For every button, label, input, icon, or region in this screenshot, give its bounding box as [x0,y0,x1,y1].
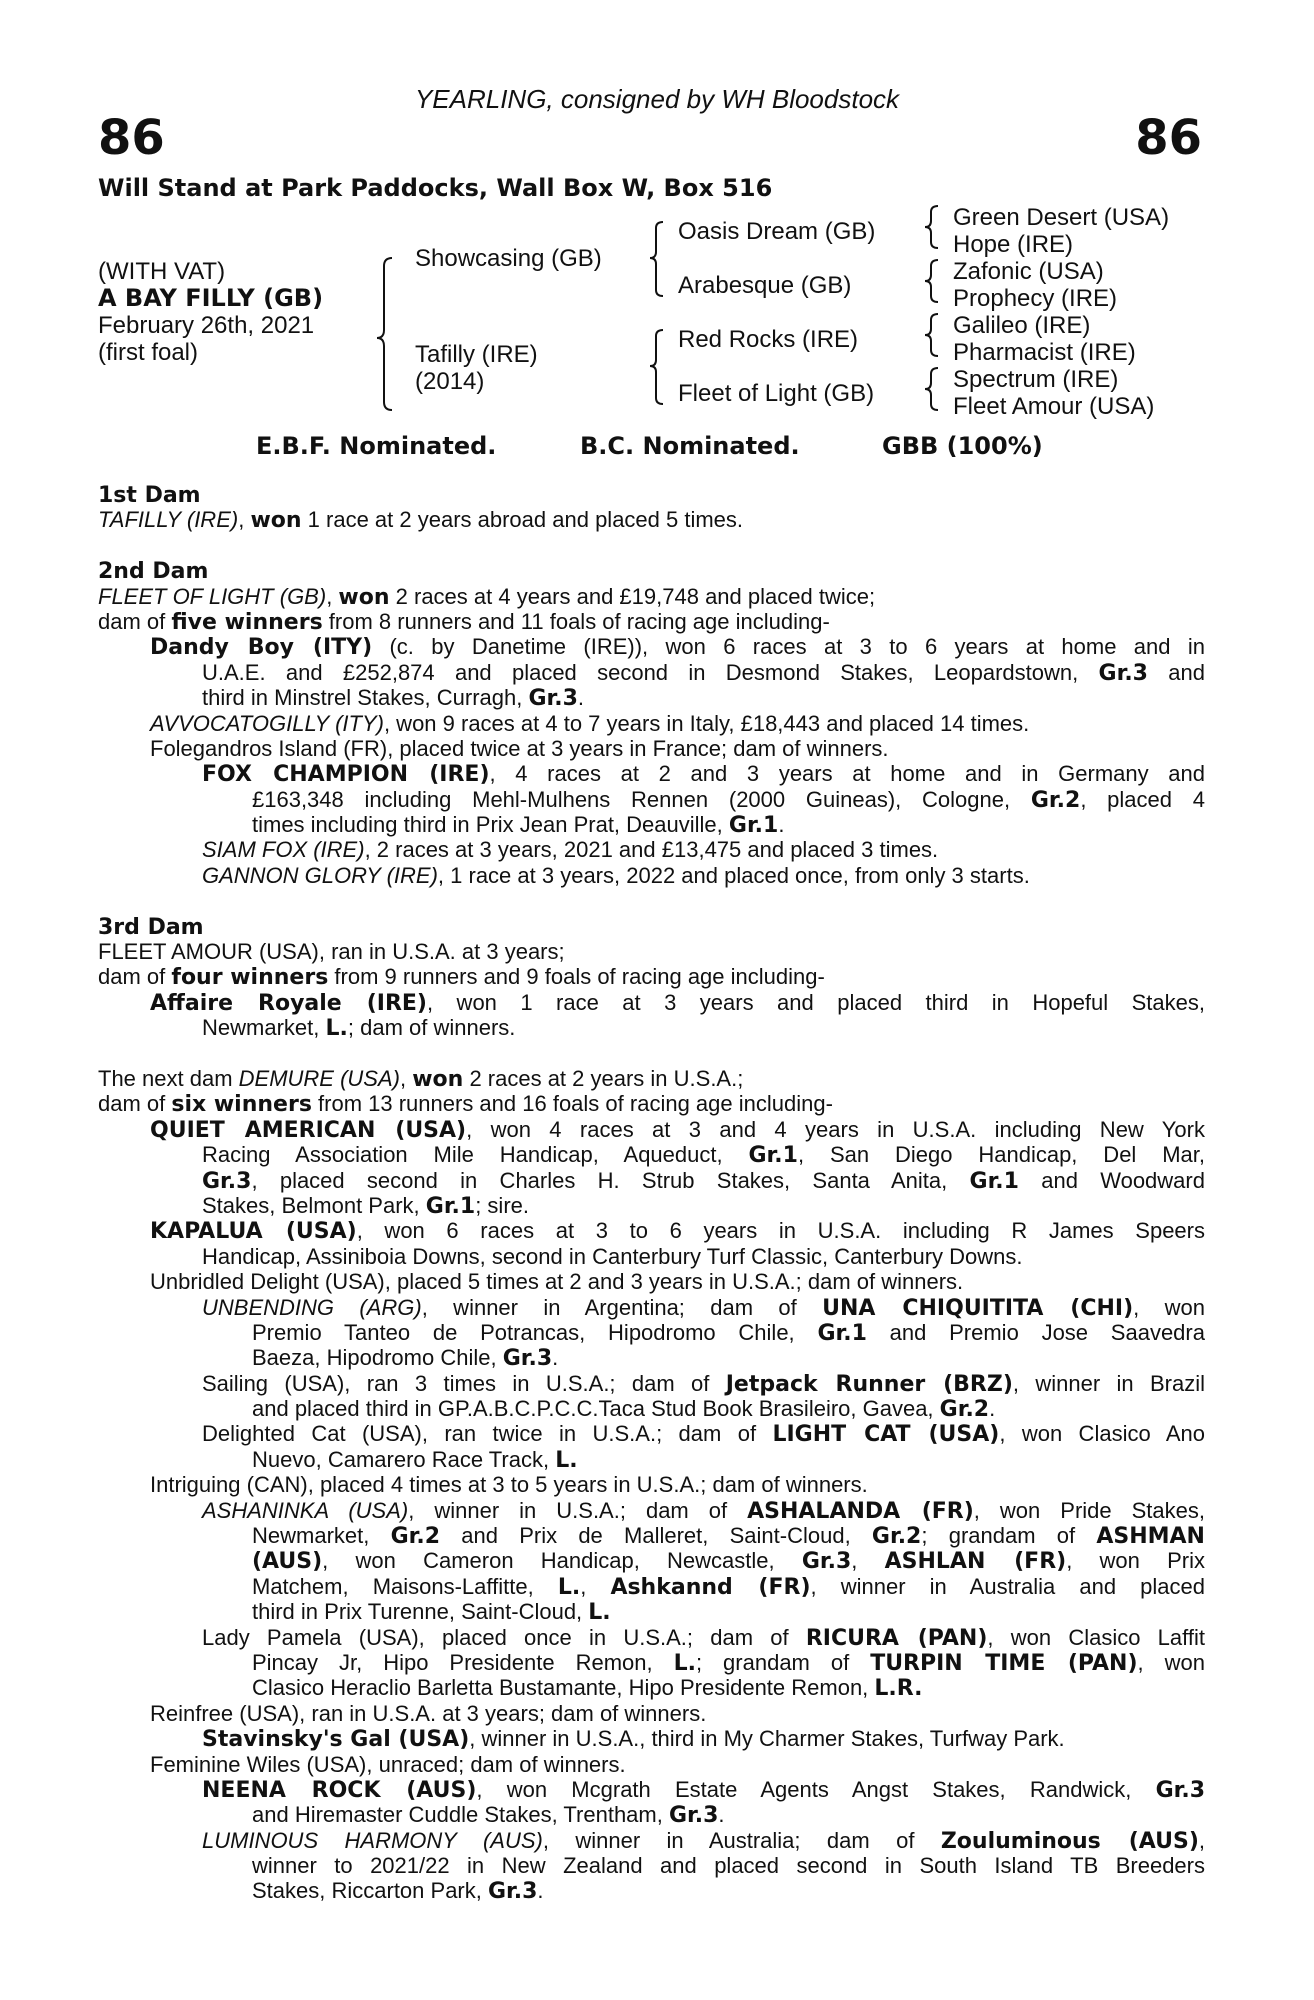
line-text: Racing Association Mile Handicap, Aqueduct, [202,1142,749,1168]
line-text: Lady Pamela (USA), placed once in U.S.A.; dam of [202,1624,806,1650]
bold-text: six winners [171,1092,312,1118]
bold-text: L. [557,1574,581,1600]
pedigree-line [98,1625,1205,1650]
line-text: Baeza, Hipodromo Chile, [252,1345,503,1371]
line-text: Pincay Jr, Hipo Presidente Remon, [252,1649,674,1675]
pedigree-line [98,1447,1205,1472]
line-text: , won Prix [1066,1548,1206,1574]
pedigree-line [98,1802,1205,1827]
sire-name: Showcasing (GB) [415,245,602,272]
line-text: , [326,583,339,609]
lot-horse-name: A BAY FILLY (GB) [98,284,324,312]
pedigree-line [98,507,1205,532]
lot-number-right: 86 [1135,110,1202,166]
line-text: from 13 runners and 16 foals of racing age including- [311,1091,833,1117]
italic-name: SIAM FOX (IRE) [202,837,365,863]
bold-text: Gr.3 [668,1803,719,1829]
line-text: third in Prix Turenne, Saint-Cloud, [252,1599,589,1625]
line-text: , won [1133,1294,1205,1320]
vat-note: (WITH VAT) [98,258,226,285]
line-text: , winner in Brazil [1012,1370,1205,1396]
line-text: third in Minstrel Stakes, Curragh, [202,685,529,711]
bold-text: won [250,508,302,534]
line-text: . [552,1345,559,1371]
section-heading: 2nd Dam [98,559,209,585]
italic-name: ASHANINKA (USA) [202,1497,409,1523]
line-text: , won Cameron Handicap, Newcastle, [322,1548,802,1574]
pedigree-line [98,1066,1205,1091]
section-heading: 3rd Dam [98,914,204,940]
pedigree-line [98,1752,1205,1777]
foal-note: (first foal) [98,339,199,366]
pedigree-line [98,939,1205,964]
italic-name: TAFILLY (IRE) [98,507,239,533]
bold-text: ASHMAN [1096,1524,1205,1550]
pedigree-line [98,1371,1205,1396]
pedigree-line [98,1015,1205,1040]
line-text: from 8 runners and 11 foals of racing age including- [322,608,830,634]
pedigree-line [98,990,1205,1015]
line-text: , winner in U.S.A., third in My Charmer Stakes, Turfway Park. [469,1726,1065,1752]
pedigree-line [98,1320,1205,1345]
line-text: , [1198,1827,1205,1853]
bold-text: four winners [171,965,329,991]
line-text: and [1147,659,1205,685]
line-text: . [778,812,785,838]
sire-sire-dam: Hope (IRE) [953,231,1074,258]
bold-text: Zouluminous (AUS) [940,1828,1199,1854]
bold-text: LIGHT CAT (USA) [772,1422,1000,1448]
pedigree-line [98,1142,1205,1167]
line-text: , winner in Australia; dam of [542,1827,941,1853]
line-text: , won 1 race at 3 years and placed third in Hopeful Stakes, [426,989,1205,1015]
bold-text: L. [673,1650,696,1676]
pedigree-line [98,1091,1205,1116]
bold-text: RICURA (PAN) [805,1625,988,1651]
bold-text: (AUS) [252,1549,323,1575]
bold-text: TURPIN TIME (PAN) [870,1650,1138,1676]
pedigree-line [98,914,1205,939]
line-text: 2 races at 4 years and £19,748 and placed twice; [389,583,876,609]
line-text: Stakes, Riccarton Park, [252,1878,488,1904]
line-text: Nuevo, Camarero Race Track, [252,1446,556,1472]
line-text: and Hiremaster Cuddle Stakes, Trentham, [252,1802,669,1828]
bold-text: QUIET AMERICAN (USA) [150,1117,467,1143]
bold-text: Stavinsky's Gal (USA) [202,1727,470,1753]
italic-name: GANNON GLORY (IRE) [202,862,438,888]
line-text: , winner in Australia and placed [810,1573,1206,1599]
line-text: . [577,685,585,711]
pedigree-line [98,685,1205,710]
bold-text: Gr.1 [969,1168,1019,1194]
bold-text: Ashkannd (FR) [610,1574,811,1600]
line-text: Sailing (USA), ran 3 times in U.S.A.; dam of [202,1370,726,1396]
line-text: ; grandam of [695,1649,871,1675]
pedigree-line [98,634,1205,659]
line-text: Clasico Heraclio Barletta Bustamante, Hipo Presidente Remon, [252,1675,875,1701]
dam-year: (2014) [415,368,485,395]
pedigree-line [98,1701,1205,1726]
dam-name: Tafilly (IRE) [415,341,538,368]
pedigree-line [98,1599,1205,1624]
pedigree-line [98,1777,1205,1802]
bold-text: Gr.3 [487,1879,538,1905]
pedigree-line [98,1498,1205,1523]
bold-text: ASHLAN (FR) [884,1549,1067,1575]
line-text: , won [1137,1649,1205,1675]
line-text: Handicap, Assiniboia Downs, second in Canterbury Turf Classic, Canterbury Downs. [202,1243,1023,1269]
pedigree-line [98,1421,1205,1446]
line-text: ; dam of winners. [347,1015,516,1041]
pedigree-line [98,1345,1205,1370]
stand-location: Will Stand at Park Paddocks, Wall Box W, Box 516 [98,174,773,202]
section-heading: 1st Dam [98,483,201,508]
bold-text: won [412,1066,464,1092]
bold-text: L. [555,1447,578,1473]
bold-text: Gr.3 [1155,1777,1205,1803]
bold-text: Gr.3 [1098,660,1148,686]
pedigree-line [98,1675,1205,1700]
line-text: , 2 races at 3 years, 2021 and £13,475 and placed 3 times. [364,837,939,863]
line-text: , won Clasico Ano [999,1421,1205,1447]
bc-nomination: B.C. Nominated. [580,432,800,460]
foaling-date: February 26th, 2021 [98,312,315,339]
line-text: and placed third in GP.A.B.C.P.C.C.Taca Stud Book Brasileiro, Gavea, [252,1396,940,1422]
bold-text: Gr.3 [502,1346,553,1372]
bold-text: Gr.3 [801,1549,852,1575]
line-text: , [851,1548,885,1574]
line-text: , placed second in Charles H. Strub Stakes, Santa Anita, [251,1167,970,1193]
bold-text: L. [588,1600,611,1626]
bold-text: L.R. [874,1676,923,1702]
line-text: dam of [98,608,172,634]
section-gap [98,888,1205,913]
line-text: 1 race at 2 years abroad and placed 5 times. [301,507,744,533]
dam-dam: Fleet of Light (GB) [678,380,875,407]
line-text: and Woodward [1018,1167,1205,1193]
pedigree-line [98,1650,1205,1675]
pedigree-line [98,837,1205,862]
italic-name: LUMINOUS HARMONY (AUS) [202,1827,543,1853]
pedigree-line [98,787,1205,812]
sire-dam: Arabesque (GB) [678,272,852,299]
line-text: U.A.E. and £252,874 and placed second in Desmond Stakes, Leopardstown, [202,659,1099,685]
line-text: ; grandam of [921,1523,1097,1549]
line-text: and Premio Jose Saavedra [866,1319,1205,1345]
dam-sire-sire: Galileo (IRE) [953,312,1091,339]
line-text: winner to 2021/22 in New Zealand and placed second in South Island TB Breeders [252,1853,1205,1879]
line-text: , won Mcgrath Estate Agents Angst Stakes, Randwick, [476,1776,1156,1802]
line-text: Feminine Wiles (USA), unraced; dam of winners. [150,1751,626,1777]
pedigree-line [98,660,1205,685]
line-text: dam of [98,1091,172,1117]
line-text: , San Diego Handicap, Del Mar, [797,1142,1205,1168]
bold-text: UNA CHIQUITITA (CHI) [822,1295,1134,1321]
pedigree-line [98,482,1205,507]
line-text: , won 4 races at 3 and 4 years in U.S.A. including New York [466,1116,1205,1142]
sire-sire: Oasis Dream (GB) [678,218,876,245]
ebf-nomination: E.B.F. Nominated. [256,432,497,460]
line-text: , won Clasico Laffit [987,1624,1205,1650]
dam-dam-dam: Fleet Amour (USA) [953,393,1155,420]
line-text: ; sire. [475,1192,529,1218]
pedigree-line [98,1523,1205,1548]
pedigree-line [98,812,1205,837]
line-text: , placed 4 [1080,786,1206,812]
line-text: 2 races at 2 years in U.S.A.; [463,1065,744,1091]
bold-text: FOX CHAMPION (IRE) [202,762,490,788]
pedigree-line [98,1295,1205,1320]
bold-text: Affaire Royale (IRE) [150,990,427,1016]
sire-sire-sire: Green Desert (USA) [953,204,1170,231]
line-text: , winner in Argentina; dam of [421,1294,823,1320]
bold-text: Gr.3 [528,686,578,712]
line-text: , 4 races at 2 and 3 years at home and in Germany and [489,761,1206,787]
line-text: , [580,1573,611,1599]
bold-text: KAPALUA (USA) [150,1219,357,1245]
pedigree-line [98,1878,1205,1903]
pedigree-line [98,1117,1205,1142]
line-text: , [238,507,251,533]
bold-text: Gr.1 [425,1193,476,1219]
line-text: £163,348 including Mehl-Mulhens Rennen (2000 Guineas), Cologne, [252,786,1031,812]
pedigree-line [98,1548,1205,1573]
pedigree-line [98,558,1205,583]
pedigree-line [98,736,1205,761]
dam-sire-dam: Pharmacist (IRE) [953,339,1136,366]
italic-name: FLEET OF LIGHT (GB) [98,583,327,609]
bold-text: five winners [171,609,323,635]
pedigree-line [98,863,1205,888]
produce-record [98,482,1205,1904]
pedigree-line [98,1193,1205,1218]
bold-text: Gr.3 [202,1168,252,1194]
line-text: . [537,1878,544,1904]
pedigree-line [98,1726,1205,1751]
sale-banner: YEARLING, consigned by WH Bloodstock [414,84,900,114]
dam-dam-sire: Spectrum (IRE) [953,366,1119,393]
line-text: , won 9 races at 4 to 7 years in Italy, £18,443 and placed 14 times. [383,710,1030,736]
line-text: and Prix de Malleret, Saint-Cloud, [440,1523,872,1549]
line-text: , winner in U.S.A.; dam of [408,1497,748,1523]
line-text: from 9 runners and 9 foals of racing age including- [328,964,825,990]
pedigree-line [98,1269,1205,1294]
line-text: Stakes, Belmont Park, [202,1192,426,1218]
gbb-rating: GBB (100%) [882,432,1043,460]
pedigree-line [98,711,1205,736]
line-text: times including third in Prix Jean Prat, Deauville, [252,812,729,838]
line-text: , won Pride Stakes, [973,1497,1205,1523]
pedigree-line [98,964,1205,989]
line-text: . [718,1802,725,1828]
dam-sire: Red Rocks (IRE) [678,326,859,353]
lot-number-left: 86 [98,110,165,166]
bold-text: Gr.2 [390,1524,441,1550]
pedigree-line [98,1828,1205,1853]
bold-text: Gr.2 [871,1524,922,1550]
bold-text: Gr.1 [728,813,779,839]
italic-name: AVVOCATOGILLY (ITY) [150,710,384,736]
line-text: Newmarket, [202,1015,326,1041]
line-text: , 1 race at 3 years, 2022 and placed once, from only 3 starts. [437,862,1030,888]
pedigree-line [98,609,1205,634]
line-text: Intriguing (CAN), placed 4 times at 3 to 5 years in U.S.A.; dam of winners. [150,1472,868,1498]
pedigree-line [98,761,1205,786]
line-text: . [989,1396,996,1422]
section-gap [98,533,1205,558]
line-text: Matchem, Maisons-Laffitte, [252,1573,558,1599]
bold-text: Jetpack Runner (BRZ) [725,1371,1013,1397]
bold-text: NEENA ROCK (AUS) [202,1777,477,1803]
pedigree-line [98,1472,1205,1497]
pedigree-line [98,1168,1205,1193]
pedigree-line [98,1218,1205,1243]
sire-dam-dam: Prophecy (IRE) [953,285,1118,312]
bold-text: Gr.2 [939,1397,990,1423]
section-gap [98,1041,1205,1066]
line-text: , [399,1065,413,1091]
bold-text: won [338,584,390,610]
pedigree-line [98,1574,1205,1599]
line-text: Unbridled Delight (USA), placed 5 times at 2 and 3 years in U.S.A.; dam of winners. [150,1269,964,1295]
pedigree-line [98,1396,1205,1421]
italic-name: DEMURE (USA) [238,1065,400,1091]
line-text: Delighted Cat (USA), ran twice in U.S.A.; dam of [202,1421,773,1447]
bold-text: Gr.2 [1030,787,1081,813]
line-text: Premio Tanteo de Potrancas, Hipodromo Chile, [252,1319,818,1345]
bold-text: Dandy Boy (ITY) [150,635,373,661]
line-text: Reinfree (USA), ran in U.S.A. at 3 years; dam of winners. [150,1700,707,1726]
line-text: Newmarket, [252,1523,391,1549]
line-text: FLEET AMOUR (USA), ran in U.S.A. at 3 years; [98,939,565,965]
pedigree-line [98,584,1205,609]
pedigree-line [98,1853,1205,1878]
sire-dam-sire: Zafonic (USA) [953,258,1104,285]
bold-text: ASHALANDA (FR) [747,1498,974,1524]
pedigree-line [98,1244,1205,1269]
line-text: Folegandros Island (FR), placed twice at 3 years in France; dam of winners. [150,735,889,761]
bold-text: L. [325,1016,348,1042]
bold-text: Gr.1 [817,1320,867,1346]
line-text: The next dam [98,1065,239,1091]
line-text: dam of [98,964,172,990]
bold-text: Gr.1 [748,1143,798,1169]
line-text: (c. by Danetime (IRE)), won 6 races at 3 to 6 years at home and in [372,634,1205,660]
line-text: , won 6 races at 3 to 6 years in U.S.A. including R James Speers [356,1218,1205,1244]
italic-name: UNBENDING (ARG) [202,1294,422,1320]
